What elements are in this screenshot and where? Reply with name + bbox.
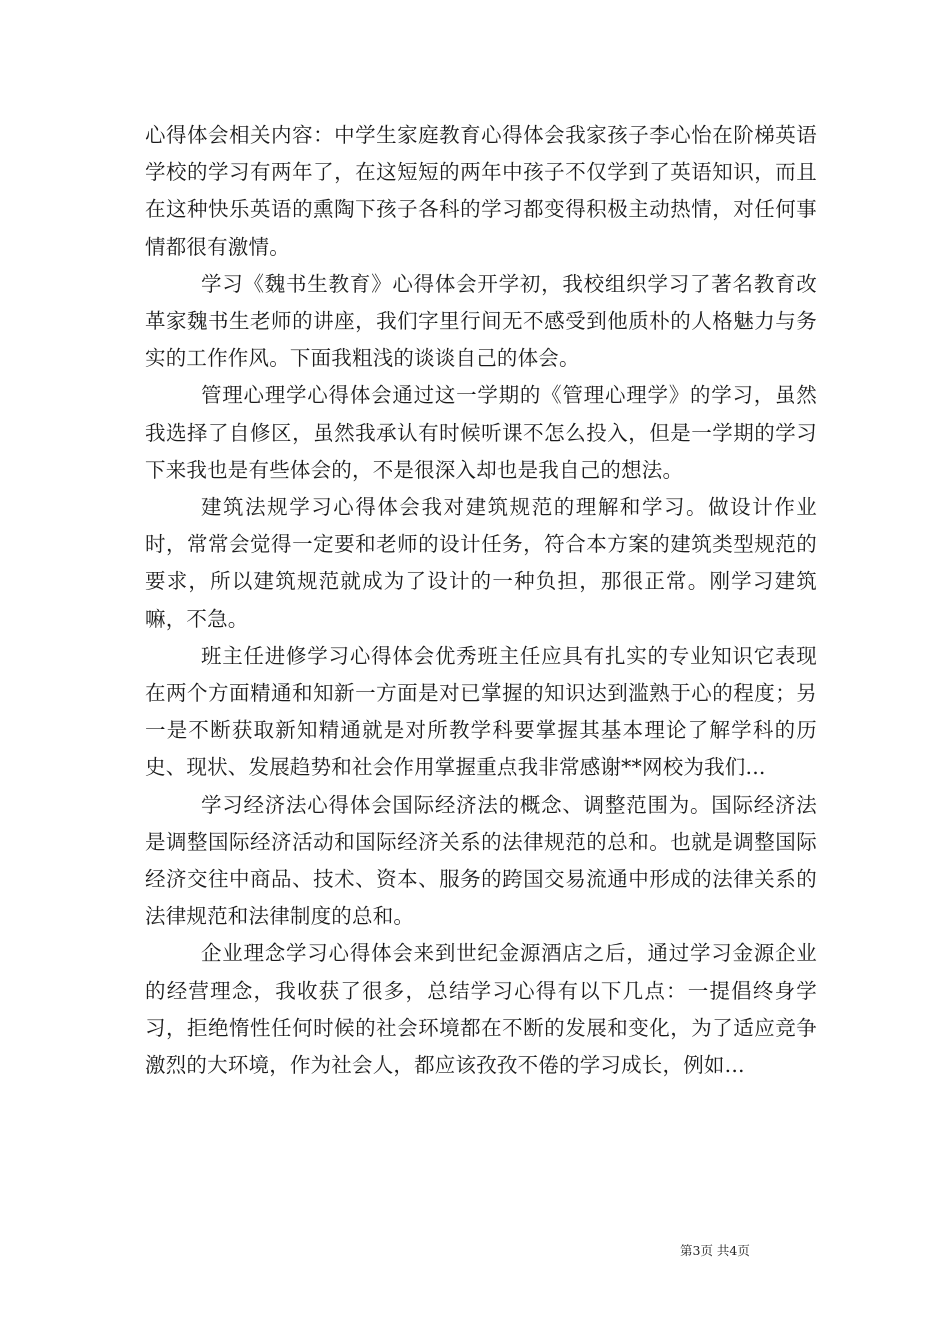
paragraph-1: 心得体会相关内容：中学生家庭教育心得体会我家孩子李心怡在阶梯英语学校的学习有两年了，在这短短的两年中孩子不仅学到了英语知识，而且在这种快乐英语的熏陶下孩子各科的学习都变得积极主动热情，对任何事情都很有激情。 bbox=[145, 123, 817, 259]
paragraph-6: 学习经济法心得体会国际经济法的概念、调整范围为。国际经济法是调整国际经济活动和国际经济关系的法律规范的总和。也就是调整国际经济交往中商品、技术、资本、服务的跨国交易流通中形成的法律关系的法律规范和法律制度的总和。 bbox=[145, 792, 817, 929]
page-number-footer: 第3页 共4页 bbox=[680, 1243, 750, 1258]
paragraph-7: 企业理念学习心得体会来到世纪金源酒店之后，通过学习金源企业的经营理念，我收获了很多，总结学习心得有以下几点：一提倡终身学习，拒绝惰性任何时候的社会环境都在不断的发展和变化，为了适应竞争激烈的大环境，作为社会人，都应该孜孜不倦的学习成长，例如... bbox=[145, 941, 817, 1078]
paragraph-5: 班主任进修学习心得体会优秀班主任应具有扎实的专业知识它表现在两个方面精通和知新一方面是对已掌握的知识达到滥熟于心的程度；另一是不断获取新知精通就是对所教学科要掌握其基本理论了解学科的历史、现状、发展趋势和社会作用掌握重点我非常感谢**网校为我们... bbox=[145, 643, 817, 780]
paragraph-2: 学习《魏书生教育》心得体会开学初，我校组织学习了著名教育改革家魏书生老师的讲座，我们字里行间无不感受到他质朴的人格魅力与务实的工作作风。下面我粗浅的谈谈自己的体会。 bbox=[145, 271, 817, 371]
document-body bbox=[145, 117, 817, 1084]
paragraph-3: 管理心理学心得体会通过这一学期的《管理心理学》的学习，虽然我选择了自修区，虽然我承认有时候听课不怎么投入，但是一学期的学习下来我也是有些体会的，不是很深入却也是我自己的想法。 bbox=[145, 383, 817, 482]
paragraph-4: 建筑法规学习心得体会我对建筑规范的理解和学习。做设计作业时，常常会觉得一定要和老师的设计任务，符合本方案的建筑类型规范的要求，所以建筑规范就成为了设计的一种负担，那很正常。刚学习建筑嘛，不急。 bbox=[145, 495, 817, 631]
